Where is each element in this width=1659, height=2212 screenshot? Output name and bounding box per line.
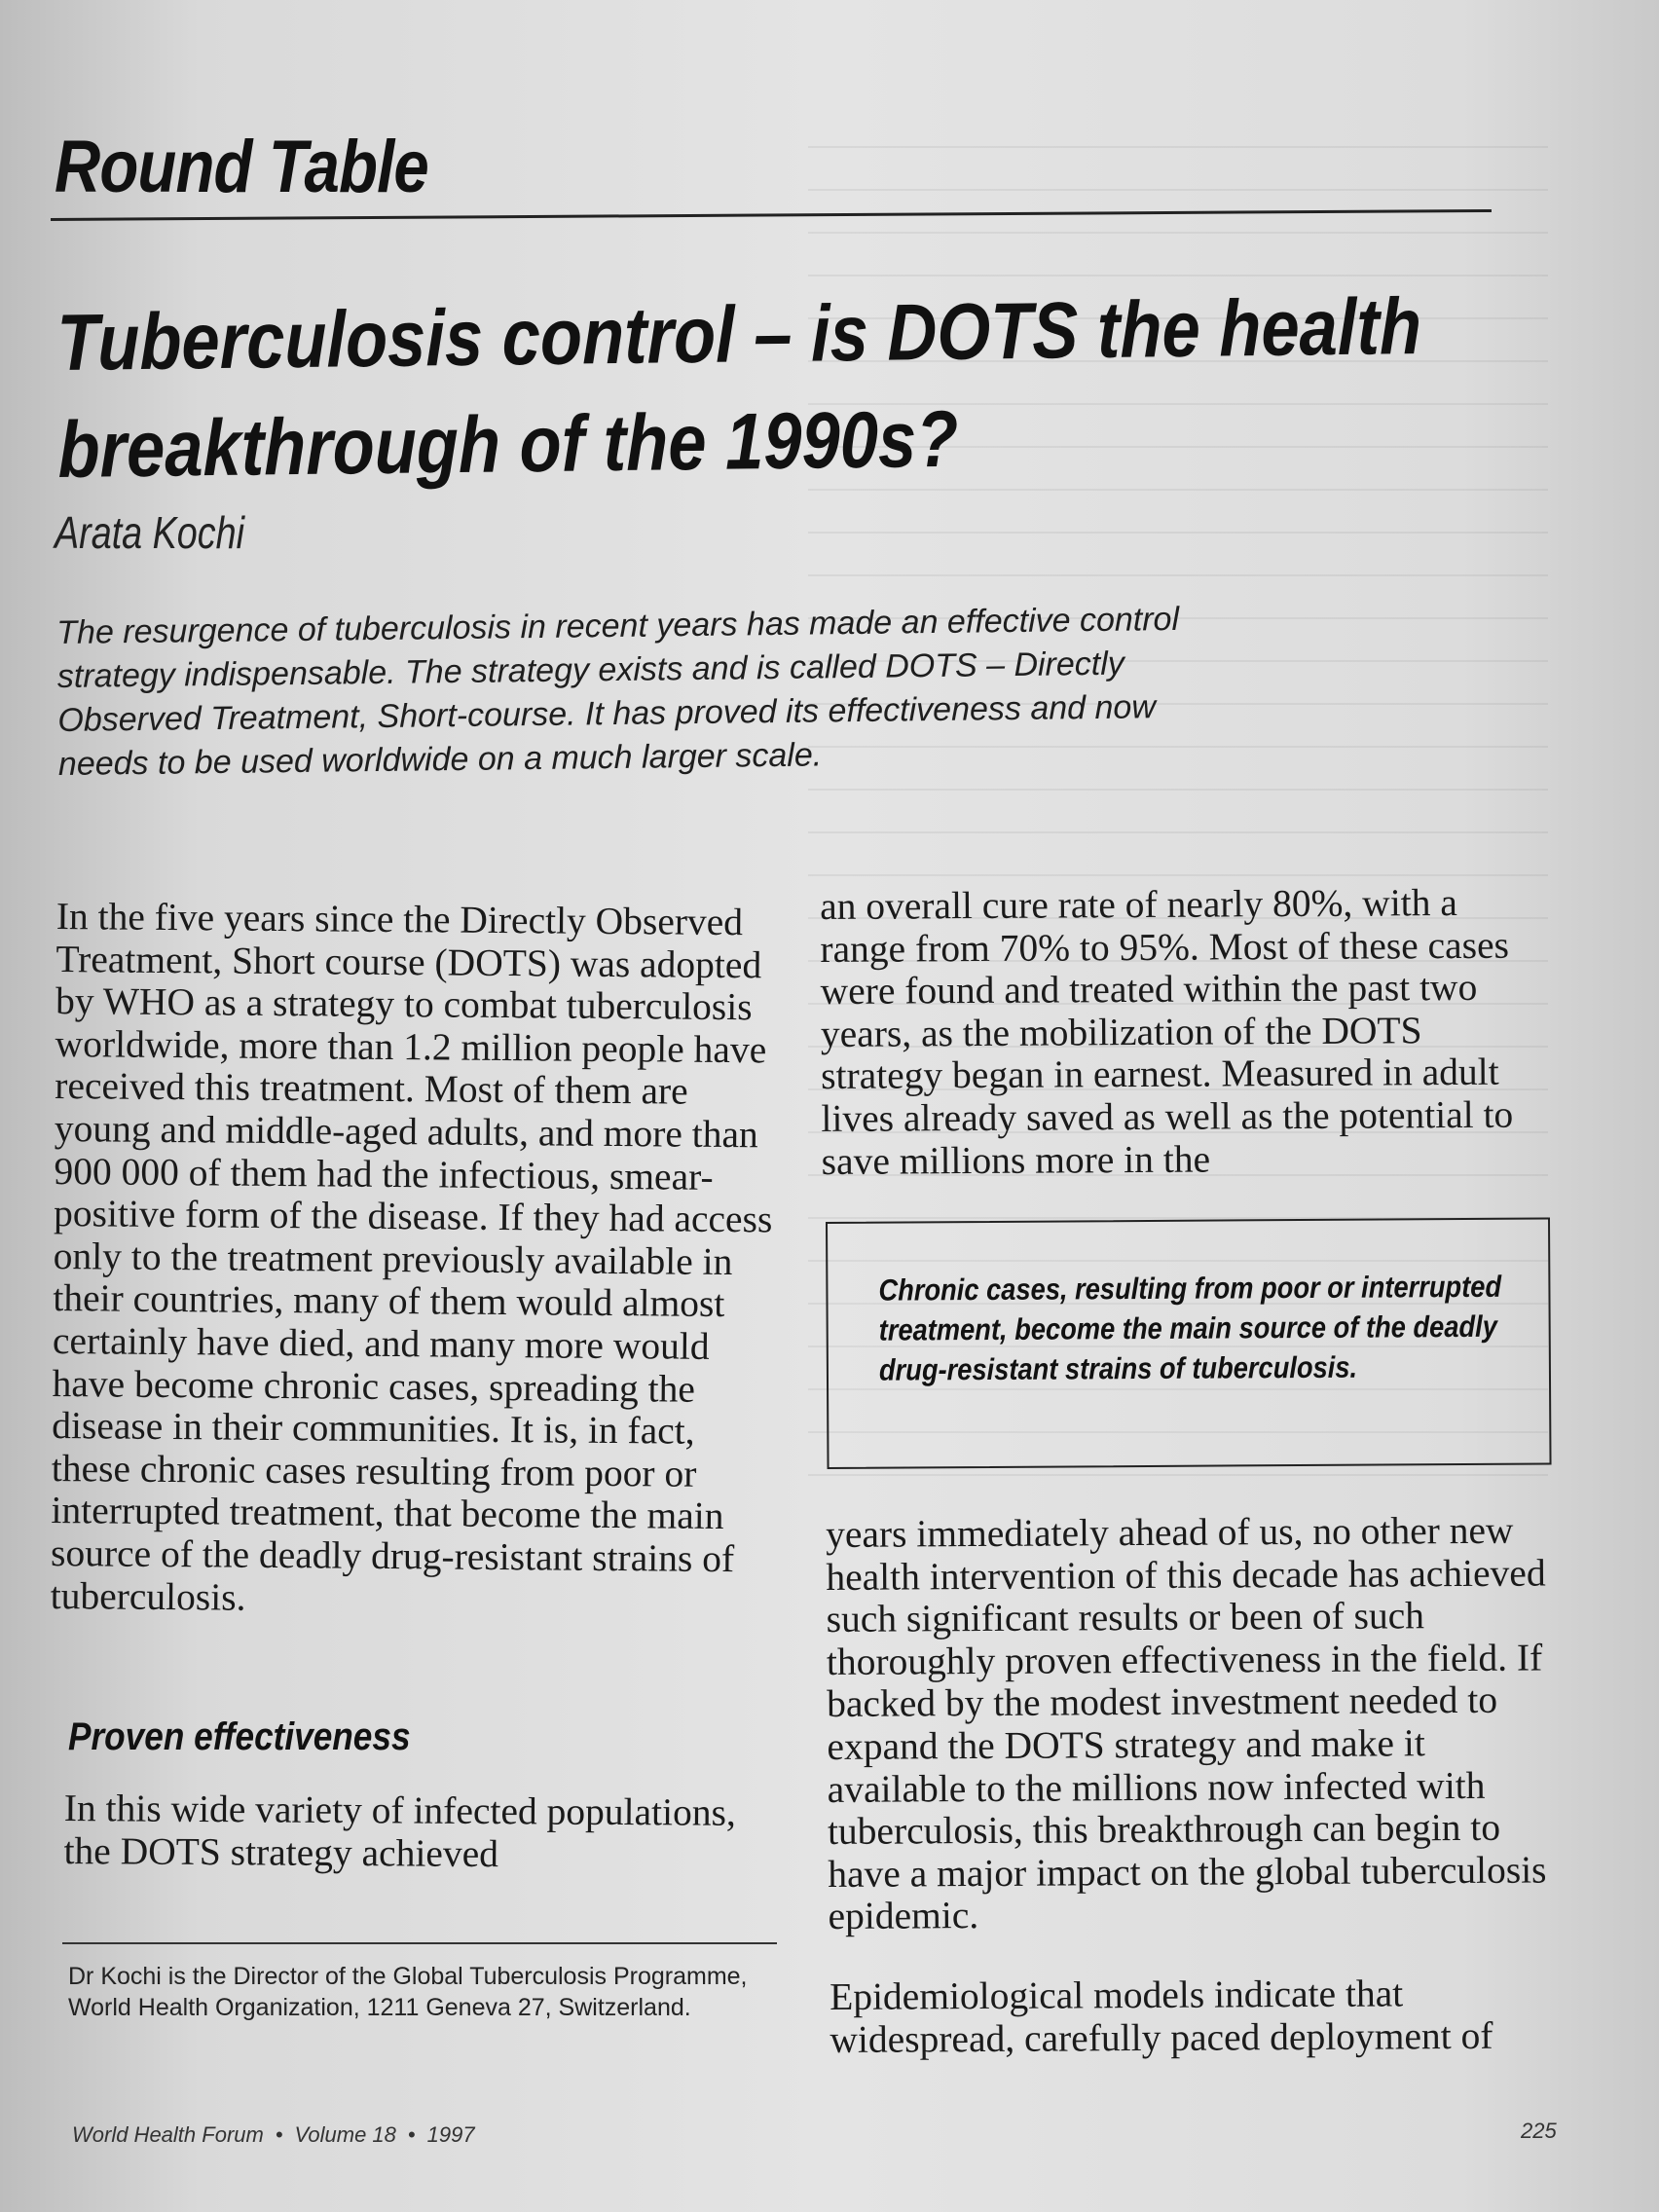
journal-name: World Health Forum bbox=[72, 2122, 264, 2147]
pull-quote-box bbox=[826, 1217, 1552, 1469]
page-number: 225 bbox=[1521, 2119, 1557, 2143]
body-column-2-paragraph-3: Epidemiological models indicate that widespread, carefully paced deployment of bbox=[829, 1972, 1493, 2061]
pull-quote-text: Chronic cases, resulting from poor or interrupted treatment, become the main source of the deadly drug-resistant strains of tuberculosis. bbox=[878, 1269, 1502, 1387]
body-column-2-paragraph-2: years immediately ahead of us, no other new health intervention of this decade has achieved such significant results or been of such thoroughly proven effectiveness in the field. If backed by the modest investment needed to expand the DOTS strategy and make it available to the millions now infected with tuberculosis, this breakthrough can begin to have a major impact on the global tuberculosis epidemic. bbox=[825, 1508, 1547, 1938]
abstract: The resurgence of tuberculosis in recent years has made an effective control strategy indispensable. The strategy exists and is called DOTS – Directly Observed Treatment, Short-course. It has proved its effectiveness and now needs to be used worldwide on a much larger scale. bbox=[56, 600, 1180, 783]
body-column-2-paragraph-1: an overall cure rate of nearly 80%, with a range from 70% to 95%. Most of these cases were found and treated within the past two years, as the mobilization of the DOTS strategy began in earnest. Measured in adult lives already saved as well as the potential to save millions more in the bbox=[819, 881, 1514, 1183]
subheading: Proven effectiveness bbox=[68, 1715, 411, 1758]
journal-volume: Volume 18 bbox=[294, 2122, 396, 2147]
section-label: Round Table bbox=[55, 126, 428, 208]
journal-year: 1997 bbox=[426, 2122, 475, 2147]
body-column-1-paragraph-1: In the five years since the Directly Observed Treatment, Short course (DOTS) was adopted by WHO as a strategy to combat tuberculosis worldwide, more than 1.2 million people have received this treatment. Most of them are young and middle-aged adults, and more than 900 000 of them had the infectious, smear-positive form of the disease. If they had access only to the treatment previously available in their countries, many of them would almost certainly have died, and many more would have become chronic cases, spreading the disease in their communities. It is, in fact, these chronic cases resulting from poor or interrupted treatment, that become the main source of the deadly drug-resistant strains of tuberculosis. bbox=[50, 895, 773, 1619]
footer-separator: • bbox=[407, 2122, 416, 2147]
title-line-1: Tuberculosis control – is DOTS the health bbox=[56, 281, 1422, 387]
footer-separator: • bbox=[275, 2122, 283, 2147]
title-line-2: breakthrough of the 1990s? bbox=[57, 394, 959, 495]
header-rule bbox=[51, 209, 1492, 221]
author-footnote: Dr Kochi is the Director of the Global Tuberculosis Programme, World Health Organization, 1211 Geneva 27, Switzerland. bbox=[68, 1963, 748, 2021]
body-column-1-paragraph-2: In this wide variety of infected populations, the DOTS strategy achieved bbox=[63, 1787, 736, 1875]
author-name: Arata Kochi bbox=[55, 507, 244, 558]
article-title bbox=[56, 273, 1482, 504]
page-footer bbox=[72, 2122, 475, 2148]
footnote-rule bbox=[62, 1942, 777, 1944]
